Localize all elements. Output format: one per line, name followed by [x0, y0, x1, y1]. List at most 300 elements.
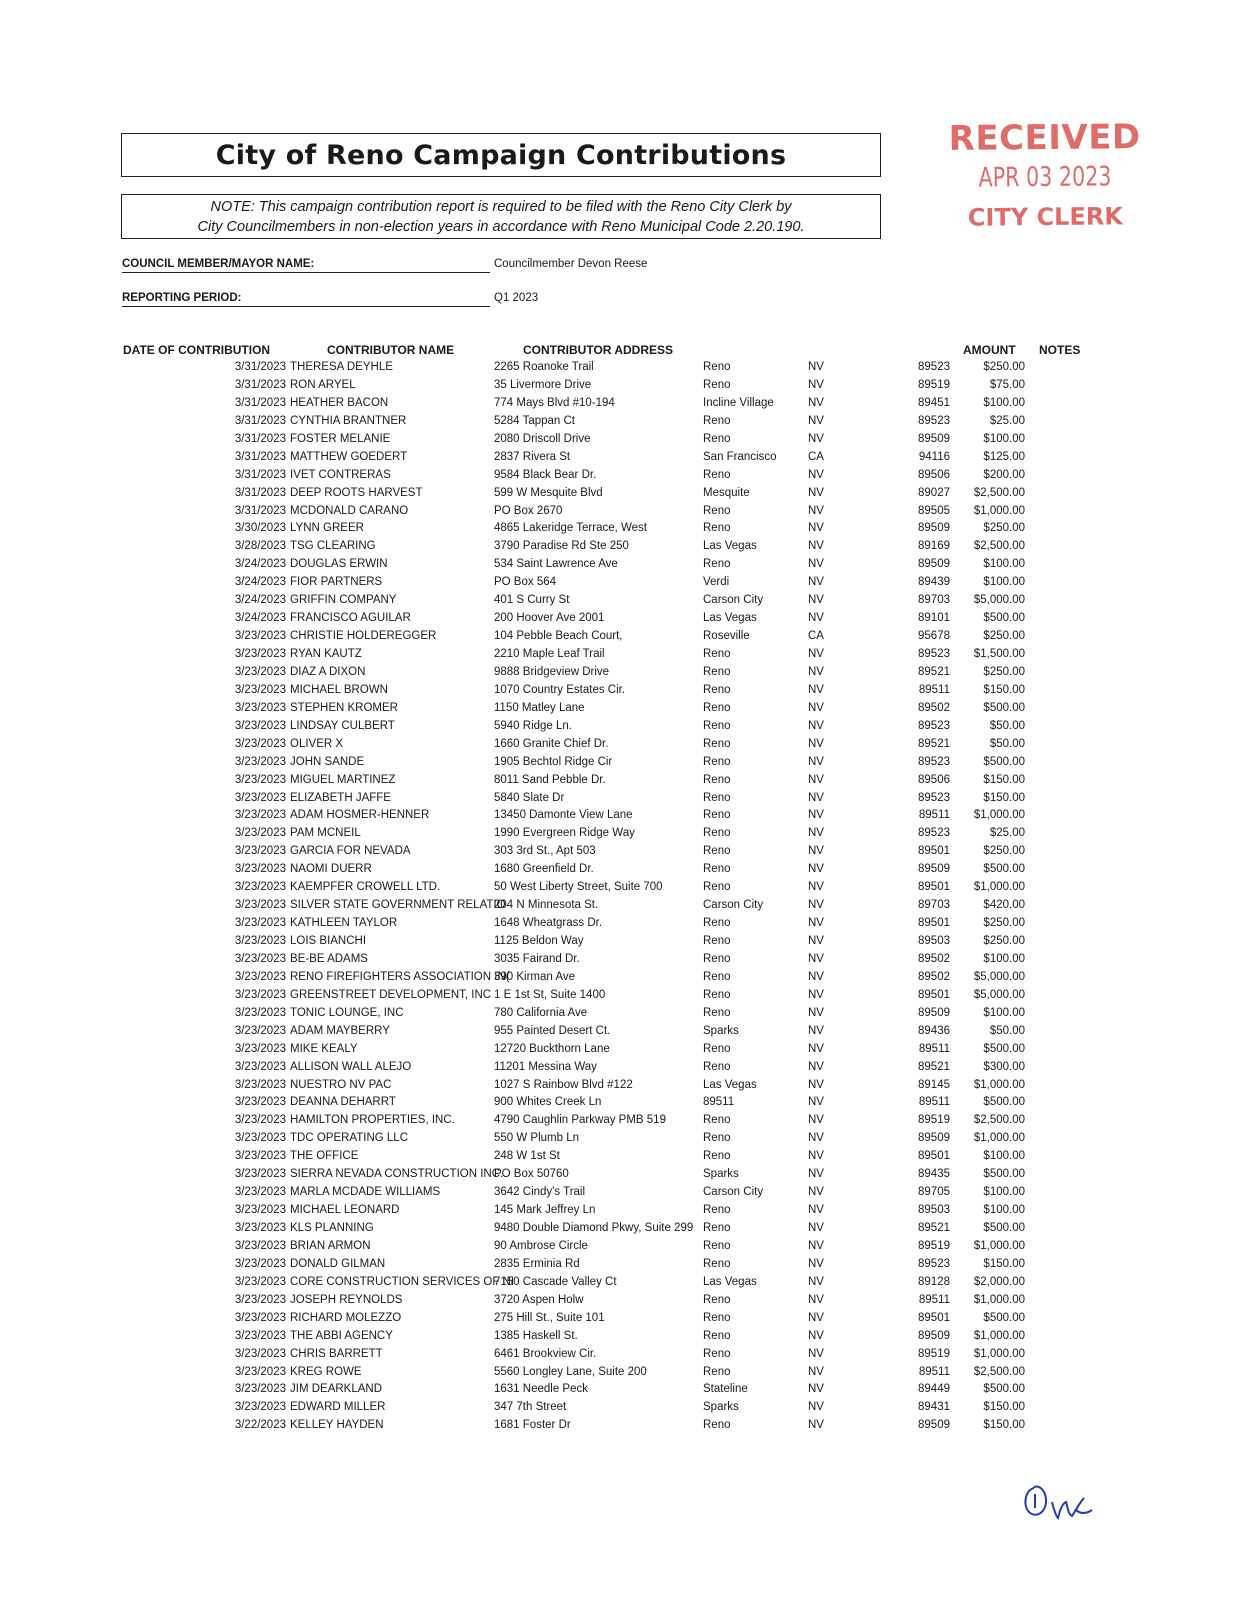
row-zip: 89506: [918, 468, 950, 481]
row-amount: $300.00: [983, 1060, 1025, 1073]
row-city: Reno: [703, 648, 731, 660]
row-contributor-name: NUESTRO NV PAC: [290, 1078, 392, 1091]
table-row: [0, 396, 1236, 414]
row-zip: 89503: [918, 935, 950, 947]
row-date: 3/23/2023: [234, 1186, 286, 1199]
row-amount: $500.00: [983, 1168, 1025, 1181]
row-zip: 89511: [918, 1293, 950, 1306]
table-row: [0, 1167, 1236, 1185]
row-city: Reno: [703, 737, 731, 750]
row-date: 3/23/2023: [234, 1257, 286, 1270]
row-city: Reno: [703, 1114, 731, 1127]
row-contributor-name: IVET CONTRERAS: [290, 468, 391, 481]
row-state: NV: [808, 809, 824, 822]
row-contributor-name: DEANNA DEHARRT: [290, 1096, 396, 1109]
row-state: NV: [808, 1186, 824, 1199]
row-zip: 94116: [918, 450, 950, 463]
row-zip: 89511: [918, 1042, 950, 1055]
row-amount: $25.00: [989, 414, 1025, 427]
row-city: Stateline: [703, 1383, 748, 1396]
header-date: DATE OF CONTRIBUTION: [123, 343, 271, 357]
row-date: 3/23/2023: [234, 1365, 286, 1378]
row-zip: 89511: [918, 683, 950, 696]
row-state: NV: [808, 737, 824, 750]
document-title: City of Reno Campaign Contributions: [215, 139, 787, 171]
row-city: Reno: [703, 863, 731, 876]
row-date: 3/31/2023: [234, 468, 286, 481]
table-row: [0, 539, 1236, 557]
row-date: 3/23/2023: [234, 1401, 286, 1414]
table-row: [0, 1078, 1236, 1096]
row-city: Reno: [703, 665, 731, 678]
table-row: [0, 880, 1236, 898]
row-city: Reno: [703, 1060, 731, 1073]
row-date: 3/23/2023: [234, 827, 286, 840]
row-address: 550 W Plumb Ln: [494, 1132, 580, 1145]
row-contributor-name: LYNN GREER: [290, 522, 364, 535]
table-row: [0, 1365, 1236, 1383]
row-address: 11201 Messina Way: [494, 1060, 597, 1073]
row-contributor-name: CHRIS BARRETT: [290, 1347, 383, 1360]
row-state: NV: [808, 1329, 824, 1342]
row-date: 3/24/2023: [234, 612, 286, 625]
row-contributor-name: DOUGLAS ERWIN: [290, 558, 388, 571]
row-state: NV: [808, 1204, 824, 1217]
row-city: Reno: [703, 1222, 731, 1234]
row-address: 3642 Cindy's Trail: [494, 1186, 586, 1199]
row-city: Reno: [703, 1150, 731, 1163]
row-address: 1905 Bechtol Ridge Cir: [494, 755, 613, 768]
row-zip: 89501: [918, 881, 950, 894]
table-row: [0, 1311, 1236, 1329]
row-state: NV: [808, 665, 824, 678]
row-amount: $500.00: [983, 701, 1025, 714]
row-zip: 89519: [918, 1114, 950, 1127]
row-date: 3/23/2023: [234, 809, 286, 822]
row-date: 3/23/2023: [234, 988, 286, 1001]
table-row: [0, 1418, 1236, 1436]
row-contributor-name: STEPHEN KROMER: [290, 701, 398, 714]
row-date: 3/23/2023: [234, 881, 286, 894]
row-contributor-name: FOSTER MELANIE: [290, 432, 391, 445]
row-state: NV: [808, 648, 824, 660]
row-address: 275 Hill St., Suite 101: [494, 1311, 605, 1324]
row-date: 3/24/2023: [234, 594, 286, 607]
row-contributor-name: TONIC LOUNGE, INC: [290, 1006, 404, 1019]
row-date: 3/23/2023: [234, 755, 286, 768]
row-city: Reno: [703, 773, 731, 786]
table-row: [0, 1221, 1236, 1239]
row-contributor-name: BRIAN ARMON: [290, 1239, 371, 1252]
row-date: 3/31/2023: [234, 504, 286, 517]
row-date: 3/31/2023: [234, 450, 286, 463]
row-address: 1680 Greenfield Dr.: [494, 863, 594, 876]
row-date: 3/23/2023: [234, 701, 286, 714]
row-contributor-name: NAOMI DUERR: [290, 863, 372, 876]
row-contributor-name: MIGUEL MARTINEZ: [290, 773, 396, 786]
row-state: NV: [808, 988, 824, 1001]
row-state: NV: [808, 845, 824, 858]
row-address: 774 Mays Blvd #10-194: [494, 396, 615, 409]
row-amount: $2,000.00: [973, 1275, 1025, 1288]
row-city: Reno: [703, 809, 731, 822]
council-member-label: COUNCIL MEMBER/MAYOR NAME:: [122, 258, 490, 273]
row-state: NV: [808, 504, 824, 517]
table-row: [0, 486, 1236, 504]
row-amount: $1,000.00: [973, 809, 1025, 822]
row-amount: $100.00: [983, 1204, 1025, 1217]
row-zip: 89436: [918, 1024, 950, 1037]
row-address: PO Box 50760: [494, 1168, 569, 1181]
row-date: 3/23/2023: [234, 1347, 286, 1360]
table-row: [0, 791, 1236, 809]
row-contributor-name: GARCIA FOR NEVADA: [290, 845, 411, 858]
row-state: NV: [808, 791, 824, 804]
row-contributor-name: MICHAEL LEONARD: [290, 1204, 400, 1217]
row-contributor-name: RON ARYEL: [290, 378, 356, 391]
row-state: NV: [808, 1419, 824, 1432]
row-zip: 89509: [918, 522, 950, 535]
row-city: Reno: [703, 1365, 731, 1378]
row-zip: 89169: [918, 540, 950, 553]
row-city: Reno: [703, 683, 731, 696]
row-state: NV: [808, 1042, 824, 1055]
row-date: 3/31/2023: [234, 396, 286, 409]
row-zip: 89703: [918, 899, 950, 912]
row-zip: 95678: [918, 630, 950, 643]
table-row: [0, 593, 1236, 611]
table-row: [0, 1203, 1236, 1221]
row-amount: $150.00: [983, 1257, 1025, 1270]
row-contributor-name: FRANCISCO AGUILAR: [290, 612, 411, 625]
row-zip: 89521: [918, 665, 950, 678]
table-row: [0, 611, 1236, 629]
row-city: Reno: [703, 988, 731, 1001]
table-row: [0, 432, 1236, 450]
table-row: [0, 521, 1236, 539]
row-contributor-name: HAMILTON PROPERTIES, INC.: [290, 1114, 455, 1127]
row-date: 3/28/2023: [234, 540, 286, 553]
row-amount: $150.00: [983, 1401, 1025, 1414]
row-address: 204 N Minnesota St.: [494, 899, 599, 912]
row-amount: $1,000.00: [973, 1239, 1025, 1252]
row-state: NV: [808, 361, 824, 373]
table-row: [0, 360, 1236, 378]
row-address: 401 S Curry St: [494, 594, 570, 607]
row-amount: $2,500.00: [973, 540, 1025, 553]
row-city: Verdi: [703, 576, 730, 589]
row-address: 5560 Longley Lane, Suite 200: [494, 1365, 647, 1378]
table-row: [0, 826, 1236, 844]
row-date: 3/23/2023: [234, 1204, 286, 1217]
row-zip: 89521: [918, 1222, 950, 1234]
row-amount: $50.00: [989, 737, 1025, 750]
header-amount: AMOUNT: [963, 343, 1016, 357]
row-state: NV: [808, 683, 824, 696]
row-address: 6461 Brookview Cir.: [494, 1347, 597, 1360]
row-state: NV: [808, 1096, 824, 1109]
row-contributor-name: MARLA MCDADE WILLIAMS: [290, 1186, 441, 1199]
stamp-office: CITY CLERK: [967, 202, 1124, 232]
row-state: NV: [808, 1060, 824, 1073]
row-amount: $500.00: [983, 1096, 1025, 1109]
row-city: Reno: [703, 827, 731, 840]
row-city: Reno: [703, 1204, 731, 1217]
row-zip: 89101: [918, 612, 950, 625]
row-contributor-name: SIERRA NEVADA CONSTRUCTION INC.: [290, 1168, 504, 1181]
row-amount: $500.00: [983, 1042, 1025, 1055]
row-city: Reno: [703, 361, 731, 373]
row-contributor-name: DEEP ROOTS HARVEST: [290, 486, 423, 499]
row-amount: $75.00: [989, 378, 1025, 391]
row-amount: $50.00: [989, 1024, 1025, 1037]
row-state: NV: [808, 701, 824, 714]
row-city: San Francisco: [703, 450, 777, 463]
row-address: 955 Painted Desert Ct.: [494, 1024, 611, 1037]
table-row: [0, 683, 1236, 701]
row-state: NV: [808, 1257, 824, 1270]
row-city: Reno: [703, 1311, 731, 1324]
row-state: NV: [808, 1006, 824, 1019]
row-date: 3/23/2023: [234, 863, 286, 876]
row-contributor-name: OLIVER X: [290, 737, 344, 750]
row-address: 2837 Rivera St: [494, 450, 571, 463]
row-state: NV: [808, 576, 824, 589]
table-row: [0, 647, 1236, 665]
row-zip: 89505: [918, 504, 950, 517]
row-date: 3/23/2023: [234, 1042, 286, 1055]
row-amount: $250.00: [983, 522, 1025, 535]
row-city: Las Vegas: [703, 1275, 757, 1288]
row-date: 3/23/2023: [234, 1006, 286, 1019]
row-zip: 89523: [918, 648, 950, 660]
row-date: 3/23/2023: [234, 970, 286, 983]
row-amount: $1,000.00: [973, 504, 1025, 517]
row-contributor-name: JOHN SANDE: [290, 755, 365, 768]
row-state: NV: [808, 1132, 824, 1145]
row-amount: $1,000.00: [973, 1293, 1025, 1306]
row-date: 3/23/2023: [234, 791, 286, 804]
row-contributor-name: EDWARD MILLER: [290, 1401, 386, 1414]
row-state: NV: [808, 1311, 824, 1324]
initials-signature-icon: [1020, 1480, 1110, 1530]
row-zip: 89509: [918, 1132, 950, 1145]
table-row: [0, 629, 1236, 647]
row-state: NV: [808, 1222, 824, 1234]
row-zip: 89511: [918, 809, 950, 822]
row-amount: $100.00: [983, 558, 1025, 571]
table-row: [0, 1400, 1236, 1418]
stamp-date: APR 03 2023: [978, 161, 1112, 194]
row-date: 3/24/2023: [234, 558, 286, 571]
row-state: NV: [808, 719, 824, 732]
row-date: 3/23/2023: [234, 1275, 286, 1288]
row-date: 3/23/2023: [234, 648, 286, 660]
row-address: 4790 Caughlin Parkway PMB 519: [494, 1114, 666, 1127]
row-amount: $1,000.00: [973, 881, 1025, 894]
table-row: [0, 414, 1236, 432]
row-address: 303 3rd St., Apt 503: [494, 845, 596, 858]
row-city: Reno: [703, 1006, 731, 1019]
row-city: Las Vegas: [703, 1078, 757, 1091]
received-stamp: [930, 117, 1161, 232]
row-contributor-name: DIAZ A DIXON: [290, 665, 366, 678]
row-date: 3/31/2023: [234, 378, 286, 391]
row-contributor-name: CYNTHIA BRANTNER: [290, 414, 407, 427]
row-address: 2265 Roanoke Trail: [494, 361, 594, 373]
row-state: CA: [808, 450, 824, 463]
row-state: NV: [808, 1347, 824, 1360]
row-date: 3/30/2023: [234, 522, 286, 535]
row-city: Reno: [703, 845, 731, 858]
row-date: 3/23/2023: [234, 1132, 286, 1145]
table-row: [0, 1024, 1236, 1042]
row-date: 3/23/2023: [234, 1239, 286, 1252]
table-row: [0, 934, 1236, 952]
table-row: [0, 504, 1236, 522]
row-city: Reno: [703, 504, 731, 517]
row-amount: $2,500.00: [973, 1365, 1025, 1378]
row-address: 1660 Granite Chief Dr.: [494, 737, 609, 750]
row-amount: $100.00: [983, 952, 1025, 965]
row-zip: 89511: [918, 1365, 950, 1378]
row-city: 89511: [703, 1096, 735, 1109]
row-city: Reno: [703, 1329, 731, 1342]
row-zip: 89703: [918, 594, 950, 607]
table-row: [0, 557, 1236, 575]
row-amount: $150.00: [983, 1419, 1025, 1432]
row-address: 599 W Mesquite Blvd: [494, 486, 603, 499]
row-zip: 89523: [918, 414, 950, 427]
row-address: 9888 Bridgeview Drive: [494, 665, 610, 678]
row-address: 1681 Foster Dr: [494, 1419, 571, 1432]
header-address: CONTRIBUTOR ADDRESS: [523, 343, 674, 357]
row-city: Reno: [703, 414, 731, 427]
row-address: 1 E 1st St, Suite 1400: [494, 988, 606, 1001]
row-zip: 89128: [918, 1275, 950, 1288]
row-state: NV: [808, 432, 824, 445]
row-zip: 89449: [918, 1383, 950, 1396]
row-amount: $250.00: [983, 845, 1025, 858]
row-date: 3/23/2023: [234, 665, 286, 678]
table-row: [0, 719, 1236, 737]
row-address: 1150 Matley Lane: [494, 701, 585, 714]
row-city: Reno: [703, 1347, 731, 1360]
row-state: NV: [808, 378, 824, 391]
row-amount: $2,500.00: [973, 1114, 1025, 1127]
row-amount: $100.00: [983, 1150, 1025, 1163]
row-city: Reno: [703, 755, 731, 768]
row-city: Carson City: [703, 899, 764, 912]
row-contributor-name: THERESA DEYHLE: [290, 361, 393, 373]
row-zip: 89511: [918, 1096, 950, 1109]
row-amount: $500.00: [983, 863, 1025, 876]
row-amount: $100.00: [983, 1006, 1025, 1019]
row-zip: 89519: [918, 378, 950, 391]
row-state: NV: [808, 899, 824, 912]
row-amount: $1,500.00: [973, 648, 1025, 660]
row-date: 3/23/2023: [234, 737, 286, 750]
row-address: PO Box 2670: [494, 504, 563, 517]
row-address: 9584 Black Bear Dr.: [494, 468, 597, 481]
row-address: 900 Whites Creek Ln: [494, 1096, 602, 1109]
row-city: Reno: [703, 432, 731, 445]
row-contributor-name: RICHARD MOLEZZO: [290, 1311, 402, 1324]
row-state: NV: [808, 917, 824, 930]
row-amount: $100.00: [983, 1186, 1025, 1199]
row-amount: $25.00: [989, 827, 1025, 840]
row-address: 1990 Evergreen Ridge Way: [494, 827, 635, 840]
row-contributor-name: MCDONALD CARANO: [290, 504, 409, 517]
row-city: Reno: [703, 468, 731, 481]
row-address: 13450 Damonte View Lane: [494, 809, 633, 822]
row-zip: 89501: [918, 845, 950, 858]
row-address: 8011 Sand Pebble Dr.: [494, 773, 606, 786]
row-date: 3/23/2023: [234, 1114, 286, 1127]
row-date: 3/31/2023: [234, 361, 286, 373]
row-state: NV: [808, 1168, 824, 1181]
table-row: [0, 575, 1236, 593]
row-city: Reno: [703, 881, 731, 894]
row-state: NV: [808, 863, 824, 876]
row-city: Las Vegas: [703, 540, 757, 553]
row-zip: 89509: [918, 1006, 950, 1019]
note-line-2: City Councilmembers in non-election years in accordance with Reno Municipal Code 2.20.190.: [197, 219, 805, 235]
row-zip: 89509: [918, 1329, 950, 1342]
row-zip: 89509: [918, 1419, 950, 1432]
row-address: 1125 Beldon Way: [494, 935, 584, 947]
row-amount: $250.00: [983, 630, 1025, 643]
row-city: Reno: [703, 522, 731, 535]
row-address: 534 Saint Lawrence Ave: [494, 558, 618, 571]
row-address: 1027 S Rainbow Blvd #122: [494, 1078, 633, 1091]
row-address: 12720 Buckthorn Lane: [494, 1042, 610, 1055]
row-city: Reno: [703, 1239, 731, 1252]
row-contributor-name: KLS PLANNING: [290, 1222, 374, 1234]
row-amount: $150.00: [983, 791, 1025, 804]
table-row: [0, 468, 1236, 486]
row-address: 1631 Needle Peck: [494, 1383, 588, 1396]
row-date: 3/23/2023: [234, 773, 286, 786]
row-state: NV: [808, 935, 824, 947]
header-name: CONTRIBUTOR NAME: [327, 343, 455, 357]
table-row: [0, 755, 1236, 773]
row-amount: $5,000.00: [973, 970, 1025, 983]
council-member-value: Councilmember Devon Reese: [494, 258, 648, 270]
row-address: 200 Hoover Ave 2001: [494, 612, 605, 625]
row-state: NV: [808, 486, 824, 499]
row-contributor-name: ELIZABETH JAFFE: [290, 791, 391, 804]
row-contributor-name: LOIS BIANCHI: [290, 935, 367, 947]
header-notes: NOTES: [1039, 343, 1081, 357]
table-row: [0, 773, 1236, 791]
row-address: 35 Livermore Drive: [494, 378, 592, 391]
row-contributor-name: TDC OPERATING LLC: [290, 1132, 408, 1145]
row-state: NV: [808, 396, 824, 409]
row-amount: $2,500.00: [973, 486, 1025, 499]
table-row: [0, 1042, 1236, 1060]
row-city: Roseville: [703, 630, 750, 643]
table-row: [0, 808, 1236, 826]
row-state: NV: [808, 1150, 824, 1163]
row-date: 3/23/2023: [234, 1222, 286, 1234]
table-row: [0, 898, 1236, 916]
row-amount: $125.00: [983, 450, 1025, 463]
row-address: PO Box 564: [494, 576, 557, 589]
row-state: NV: [808, 1078, 824, 1091]
row-amount: $500.00: [983, 1222, 1025, 1234]
table-row: [0, 1275, 1236, 1293]
